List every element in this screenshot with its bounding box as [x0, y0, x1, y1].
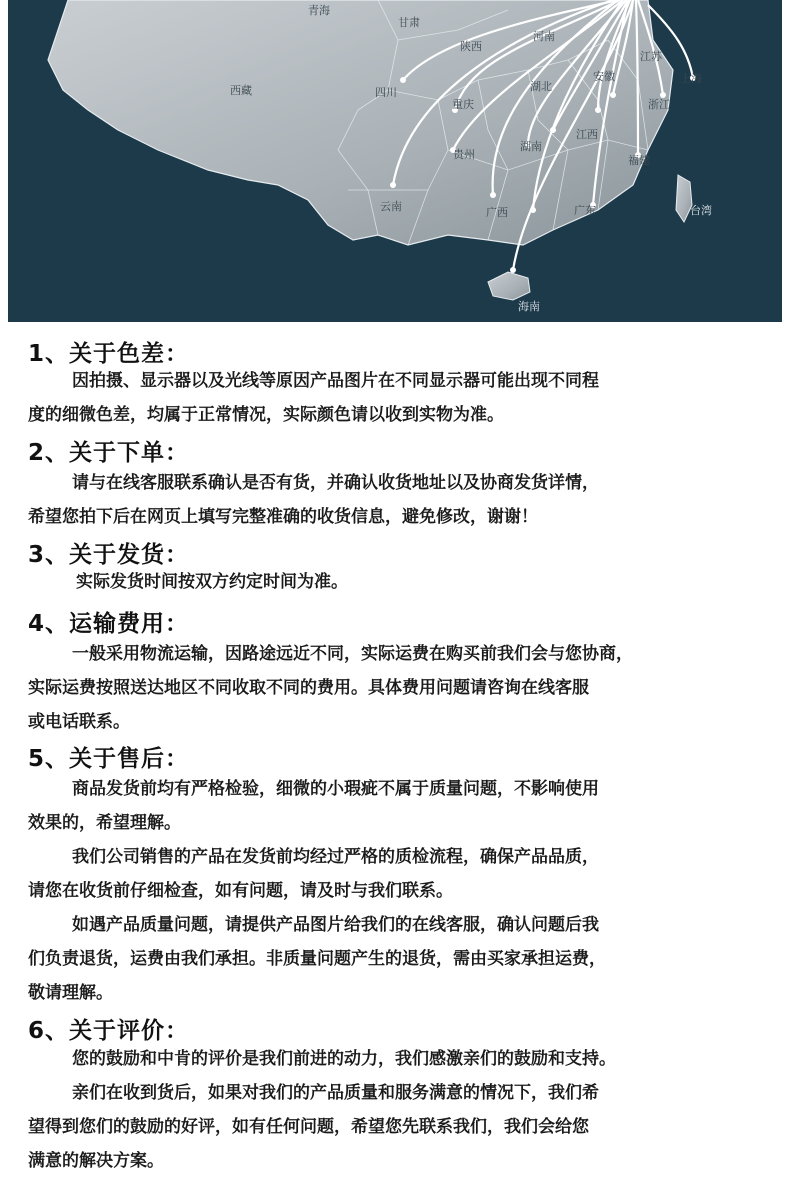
map-label: 四川 [375, 86, 397, 99]
map-label: 西藏 [230, 84, 252, 97]
hainan-shape [488, 272, 530, 300]
section-title: 6、关于评价： [28, 1018, 190, 1044]
map-label: 甘肃 [398, 16, 420, 29]
section-title: 2、关于下单： [28, 440, 190, 466]
text-line: 效果的，希望理解。 [28, 813, 181, 833]
map-label: 湖南 [520, 140, 542, 153]
map-label: 台湾 [690, 204, 712, 217]
map-label: 福建 [628, 154, 650, 167]
section-title: 3、关于发货： [28, 542, 190, 568]
china-shipping-map [8, 0, 782, 322]
section-paragraph [28, 466, 768, 534]
text-line: 您的鼓励和中肯的评价是我们前进的动力，我们感激亲们的鼓励和支持。 [72, 1049, 616, 1069]
text-line: 实际运费按照送达地区不同收取不同的费用。具体费用问题请咨询在线客服 [28, 678, 589, 698]
text-line: 希望您拍下后在网页上填写完整准确的收货信息，避免修改，谢谢！ [28, 507, 538, 527]
section-title: 1、关于色差： [28, 341, 190, 367]
section-paragraph [28, 364, 768, 432]
text-line: 敬请理解。 [28, 983, 113, 1003]
text-line: 如遇产品质量问题，请提供产品图片给我们的在线客服，确认问题后我 [72, 915, 599, 935]
map-label: 江苏 [640, 50, 662, 63]
map-label: 海南 [518, 300, 540, 313]
map-label: 贵州 [453, 148, 475, 161]
map-label: 广西 [486, 206, 508, 219]
section-paragraph [28, 840, 768, 908]
section-paragraph [28, 772, 768, 840]
text-line: 因拍摄、显示器以及光线等原因产品图片在不同显示器可能出现不同程 [72, 371, 599, 391]
section-paragraph [28, 1042, 768, 1076]
text-line: 们负责退货，运费由我们承担。非质量问题产生的退货，需由买家承担运费， [28, 949, 606, 969]
map-label: 河南 [533, 30, 555, 43]
text-line: 请与在线客服联系确认是否有货，并确认收货地址以及协商发货详情， [72, 473, 599, 493]
section-title: 4、运输费用： [28, 611, 190, 637]
map-label: 浙江 [648, 98, 670, 111]
text-line: 或电话联系。 [28, 712, 130, 732]
map-label: 江西 [576, 128, 598, 141]
map-label: 广东 [574, 204, 596, 217]
map-label: 上海 [680, 72, 702, 85]
section-title: 5、关于售后： [28, 746, 190, 772]
section-paragraph [28, 637, 768, 739]
text-line: 实际发货时间按双方约定时间为准。 [76, 572, 348, 592]
map-label: 云南 [380, 200, 402, 213]
map-label: 青海 [308, 4, 330, 17]
section-paragraph [28, 565, 768, 599]
map-label: 重庆 [452, 98, 474, 111]
map-label: 陕西 [460, 40, 482, 53]
text-line: 满意的解决方案。 [28, 1151, 164, 1171]
map-graphic [8, 0, 782, 322]
text-line: 商品发货前均有严格检验，细微的小瑕疵不属于质量问题，不影响使用 [72, 779, 599, 799]
text-line: 我们公司销售的产品在发货前均经过严格的质检流程，确保产品品质， [72, 847, 599, 867]
text-line: 亲们在收到货后，如果对我们的产品质量和服务满意的情况下，我们希 [72, 1083, 599, 1103]
map-label: 湖北 [530, 80, 552, 93]
text-line: 请您在收货前仔细检查，如有问题，请及时与我们联系。 [28, 881, 453, 901]
text-line: 度的细微色差，均属于正常情况，实际颜色请以收到实物为准。 [28, 405, 504, 425]
text-line: 望得到您们的鼓励的好评，如有任何问题，希望您先联系我们，我们会给您 [28, 1117, 589, 1137]
text-line: 一般采用物流运输，因路途远近不同，实际运费在购买前我们会与您协商， [72, 644, 633, 664]
section-paragraph [28, 1076, 768, 1178]
map-label: 安徽 [593, 70, 615, 83]
section-paragraph [28, 908, 768, 1010]
